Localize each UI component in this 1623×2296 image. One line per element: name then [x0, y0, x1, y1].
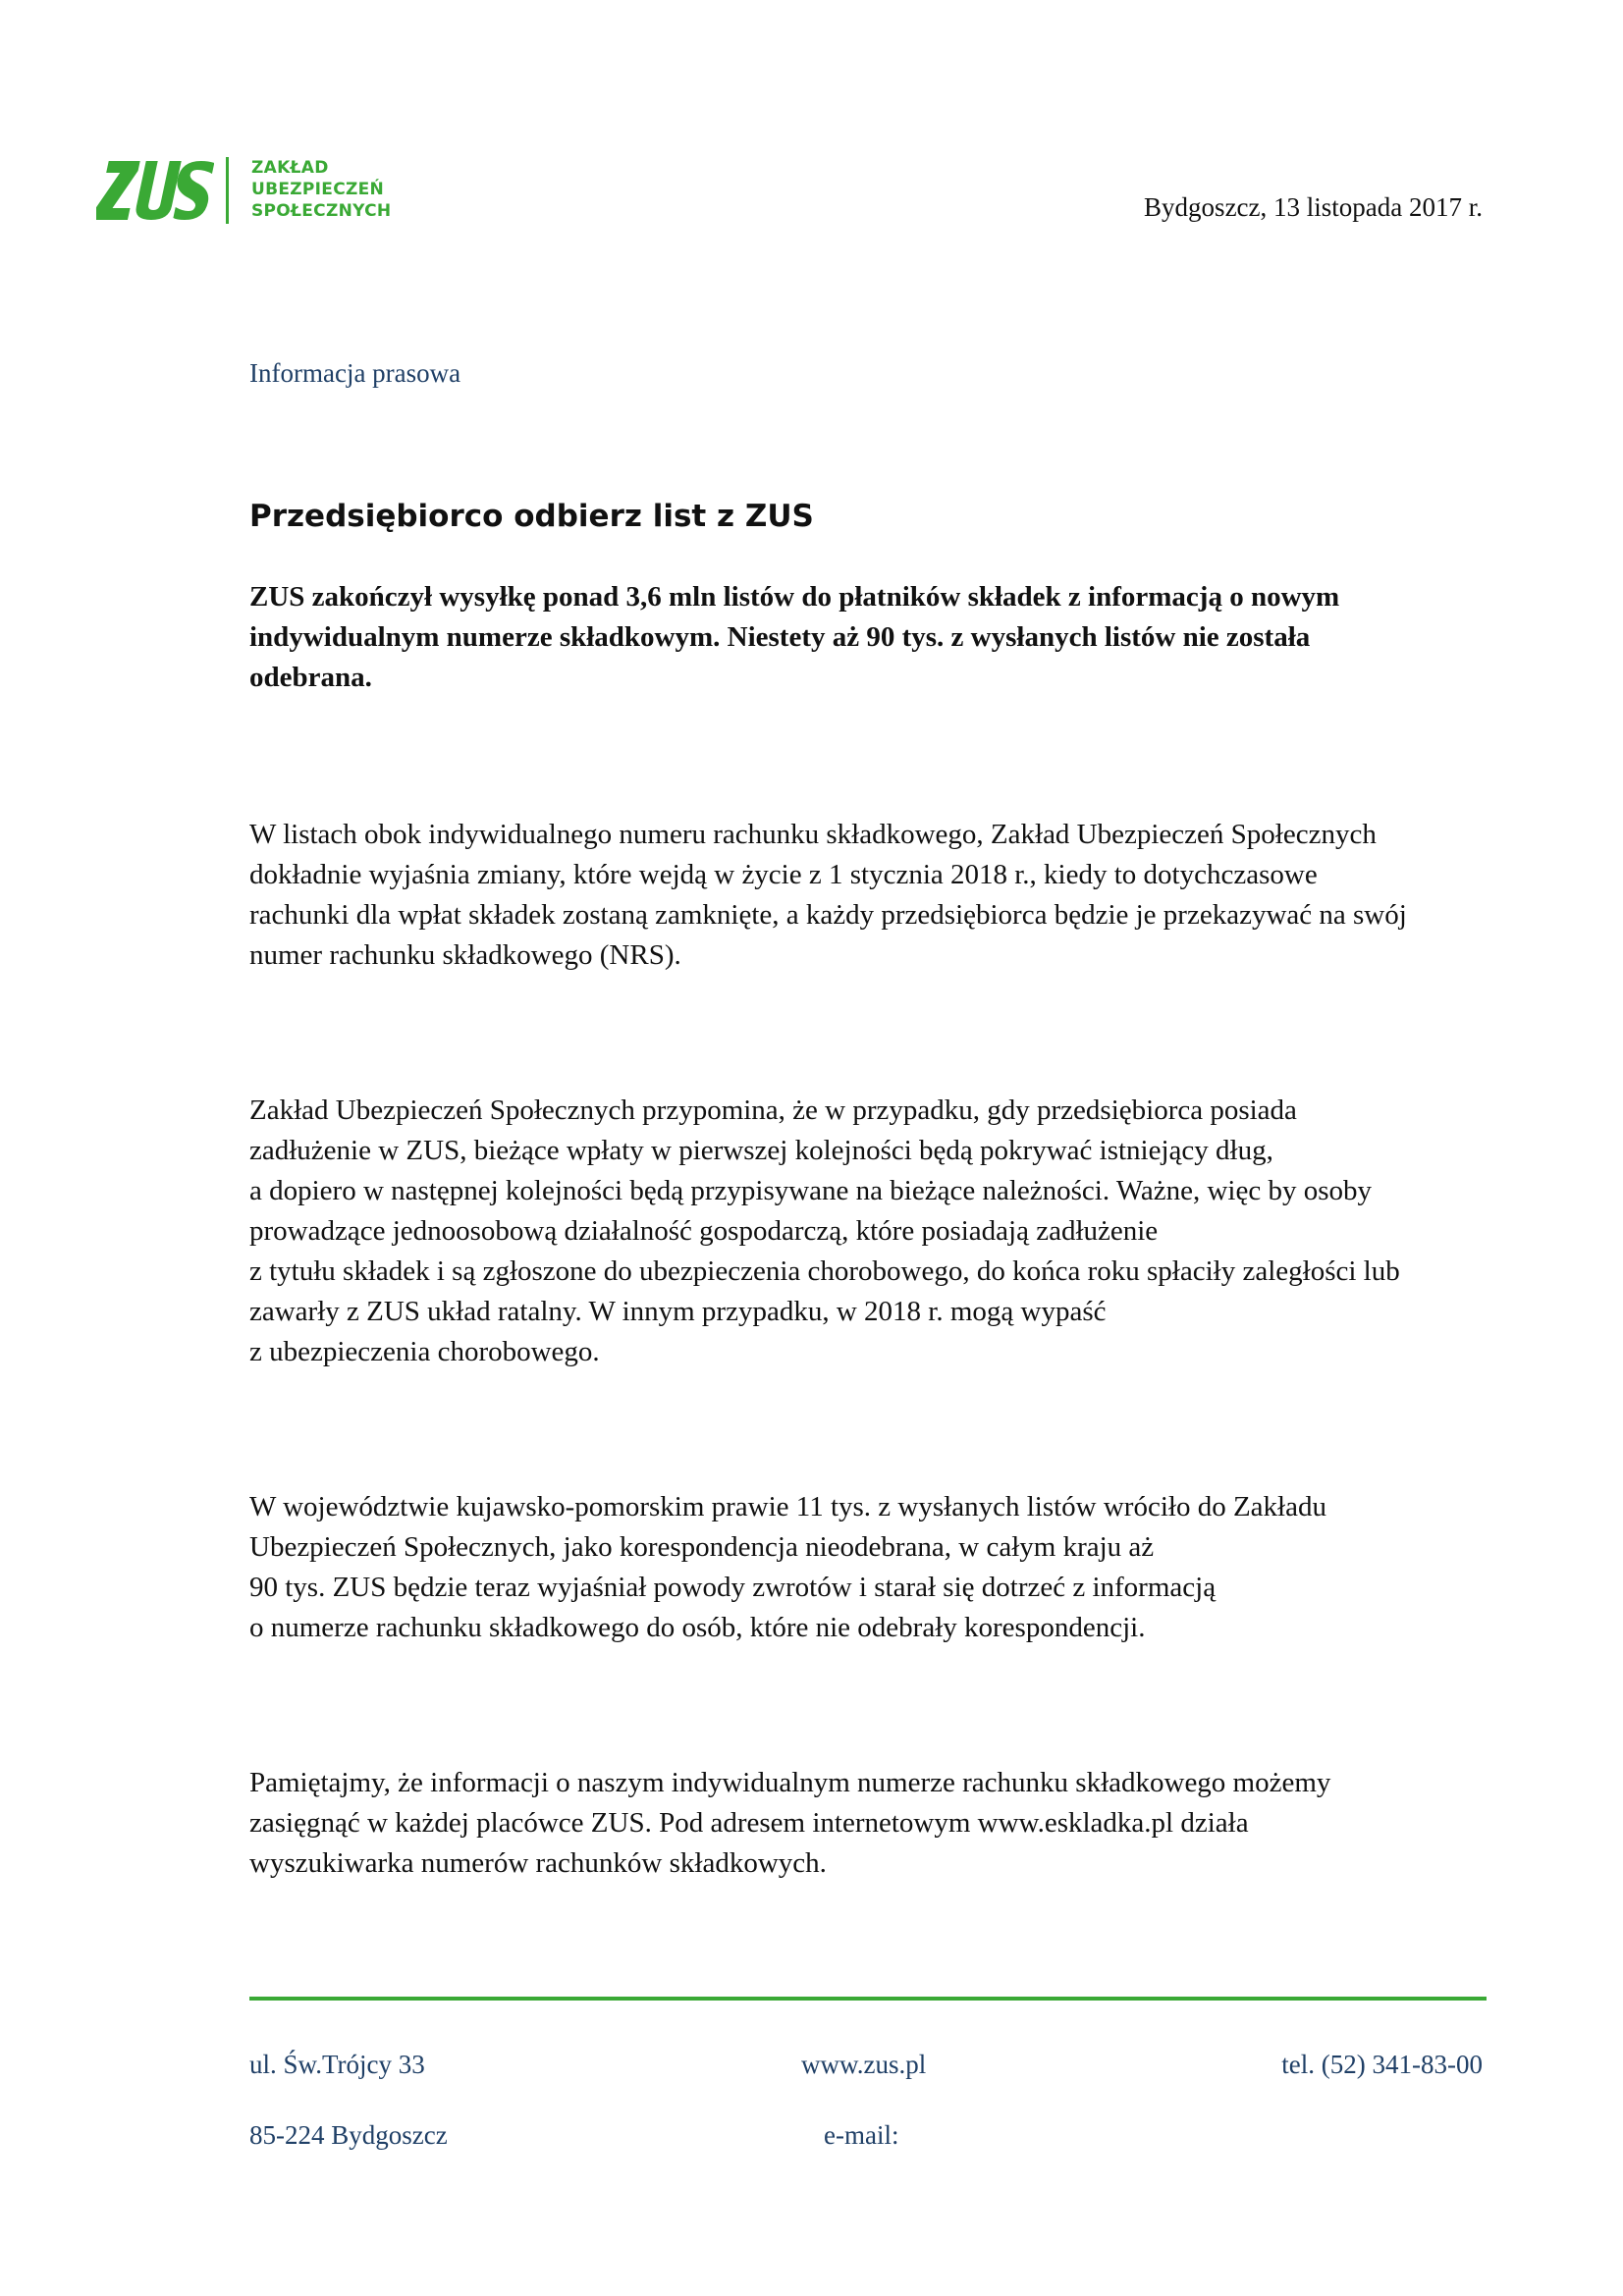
lead-line: indywidualnym numerze składkowym. Niestety aż 90 tys. z wysłanych listów nie została: [249, 621, 1311, 653]
lead-line: ZUS zakończył wysyłkę ponad 3,6 mln listów do płatników składek z informacją o nowym: [249, 581, 1340, 613]
footer-phone: tel. (52) 341-83-00: [1281, 2050, 1483, 2079]
paragraph-line: numer rachunku składkowego (NRS).: [249, 939, 681, 971]
paragraph-line: Ubezpieczeń Społecznych, jako korespondencja nieodebrana, w całym kraju aż: [249, 1531, 1155, 1563]
press-release-label: Informacja prasowa: [249, 358, 461, 388]
body-paragraph-3: [249, 1487, 1487, 1648]
logo-line: ZAKŁAD: [251, 158, 329, 178]
lead-line: odebrana.: [249, 662, 372, 693]
paragraph-line: zasięgnąć w każdej placówce ZUS. Pod adresem internetowym www.eskladka.pl działa: [249, 1807, 1249, 1839]
paragraph-line: z ubezpieczenia chorobowego.: [249, 1336, 600, 1367]
paragraph-line: 90 tys. ZUS będzie teraz wyjaśniał powody zwrotów i starał się dotrzeć z informacją: [249, 1572, 1217, 1603]
paragraph-line: o numerze rachunku składkowego do osób, które nie odebrały korespondencji.: [249, 1612, 1146, 1643]
footer-email-label: e-mail:: [824, 2120, 899, 2150]
paragraph-line: zawarły z ZUS układ ratalny. W innym przypadku, w 2018 r. mogą wypaść: [249, 1296, 1107, 1327]
body-paragraph-4: [249, 1763, 1487, 1884]
body-paragraph-2: [249, 1091, 1487, 1372]
logo-line: UBEZPIECZEŃ: [251, 180, 385, 199]
paragraph-line: Pamiętajmy, że informacji o naszym indywidualnym numerze rachunku składkowego możemy: [249, 1767, 1331, 1798]
paragraph-line: dokładnie wyjaśnia zmiany, które wejdą w życie z 1 stycznia 2018 r., kiedy to dotychczasowe: [249, 859, 1318, 890]
body-paragraph-1: [249, 815, 1487, 976]
logo-wordmark: [251, 157, 391, 222]
paragraph-line: wyszukiwarka numerów rachunków składkowych.: [249, 1847, 827, 1879]
footer-divider: [249, 1997, 1487, 2001]
paragraph-line: W listach obok indywidualnego numeru rachunku składkowego, Zakład Ubezpieczeń Społecznych: [249, 819, 1377, 850]
zus-logo-mark: [96, 155, 214, 226]
document-title: Przedsiębiorco odbierz list z ZUS: [249, 499, 814, 534]
document-date: Bydgoszcz, 13 listopada 2017 r.: [1144, 192, 1483, 222]
lead-paragraph: [249, 577, 1477, 698]
paragraph-line: prowadzące jednoosobową działalność gospodarczą, które posiadają zadłużenie: [249, 1215, 1159, 1247]
logo-divider: [226, 157, 229, 224]
footer-website-link[interactable]: www.zus.pl: [801, 2050, 927, 2079]
paragraph-line: Zakład Ubezpieczeń Społecznych przypomina, że w przypadku, gdy przedsiębiorca posiada: [249, 1095, 1297, 1126]
footer-street-address: ul. Św.Trójcy 33: [249, 2050, 425, 2079]
paragraph-line: W województwie kujawsko-pomorskim prawie 11 tys. z wysłanych listów wróciło do Zakładu: [249, 1491, 1326, 1522]
paragraph-line: rachunki dla wpłat składek zostaną zamknięte, a każdy przedsiębiorca będzie je przekazywać na swój: [249, 899, 1407, 931]
zus-logo: [96, 155, 401, 230]
paragraph-line: zadłużenie w ZUS, bieżące wpłaty w pierwszej kolejności będą pokrywać istniejący dług,: [249, 1135, 1273, 1166]
footer-postal-city: 85-224 Bydgoszcz: [249, 2120, 448, 2150]
paragraph-line: a dopiero w następnej kolejności będą przypisywane na bieżące należności. Ważne, więc by osoby: [249, 1175, 1373, 1206]
logo-line: SPOŁECZNYCH: [251, 201, 392, 221]
paragraph-line: z tytułu składek i są zgłoszone do ubezpieczenia chorobowego, do końca roku spłaciły zaległości lub: [249, 1255, 1400, 1287]
